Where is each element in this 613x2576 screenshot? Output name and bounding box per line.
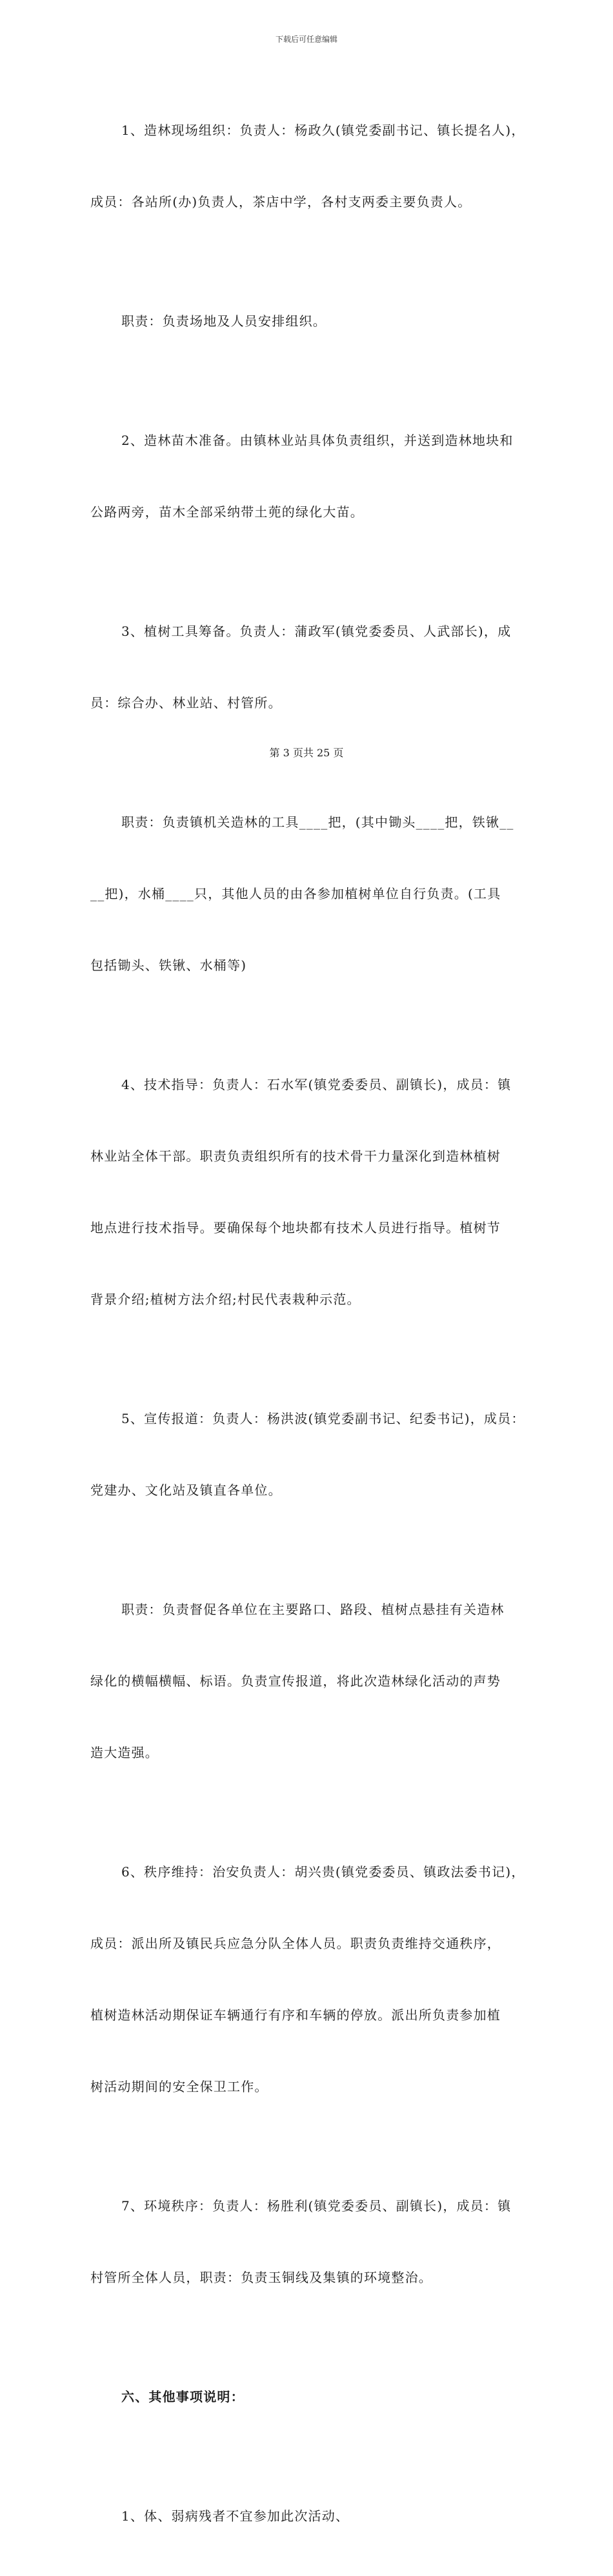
text-line: 6、秩序维持：治安负责人：胡兴贵(镇党委委员、镇政法委书记)， — [121, 1864, 525, 1880]
text-line: 党建办、文化站及镇直各单位。 — [90, 1482, 282, 1498]
text-line: 公路两旁，苗木全部采纳带土蔸的绿化大苗。 — [90, 504, 364, 520]
text-line: 职责：负责场地及人员安排组织。 — [121, 313, 327, 329]
text-line: 植树造林活动期保证车辆通行有序和车辆的停放。派出所负责参加植 — [90, 2007, 501, 2023]
paragraph-publicity — [90, 1359, 529, 1550]
text-line: 绿化的横幅横幅、标语。负责宣传报道，将此次造林绿化活动的声势 — [90, 1673, 501, 1689]
paragraph-site-organization — [90, 71, 529, 262]
text-line: 林业站全体干部。职责负责组织所有的技术骨干力量深化到造林植树 — [90, 1148, 501, 1164]
page-number-footer: 第 3 页共 25 页 — [269, 747, 344, 759]
text-line: 包括锄头、铁锹、水桶等) — [90, 958, 247, 973]
paragraph-duty-site — [90, 262, 529, 381]
paragraph-environment-order — [90, 2147, 529, 2337]
text-line: 成员：派出所及镇民兵应急分队全体人员。职责负责维持交通秩序， — [90, 1936, 501, 1951]
paragraph-duty-publicity — [90, 1550, 529, 1813]
text-line: 村管所全体人员，职责：负责玉铜线及集镇的环境整治。 — [90, 2270, 432, 2285]
text-line: 5、宣传报道：负责人：杨洪波(镇党委副书记、纪委书记)，成员： — [121, 1411, 525, 1426]
section-heading-other-matters — [90, 2337, 529, 2457]
text-line: 职责：负责镇机关造林的工具____把，(其中锄头____把，铁锹__ — [121, 814, 514, 830]
text-line: 造大造强。 — [90, 1745, 159, 1760]
section-heading-text: 六、其他事项说明： — [121, 2389, 245, 2404]
text-line: 成员：各站所(办)负责人，茶店中学，各村支两委主要负责人。 — [90, 194, 472, 210]
text-line: 4、技术指导：负责人：石水军(镇党委委员、副镇长)，成员：镇 — [121, 1077, 512, 1092]
paragraph-item-1 — [90, 2457, 529, 2576]
text-line: 3、植树工具筹备。负责人：蒲政军(镇党委委员、人武部长)，成 — [121, 624, 512, 639]
paragraph-tool-preparation — [90, 572, 529, 763]
paragraph-seedling-preparation — [90, 381, 529, 572]
text-line: 7、环境秩序：负责人：杨胜利(镇党委委员、副镇长)，成员：镇 — [121, 2198, 512, 2214]
text-line: 背景介绍;植树方法介绍;村民代表栽种示范。 — [90, 1292, 361, 1307]
text-line: 地点进行技术指导。要确保每个地块都有技术人员进行指导。植树节 — [90, 1220, 501, 1235]
paragraph-duty-tools — [90, 763, 529, 1025]
text-line: 树活动期间的安全保卫工作。 — [90, 2079, 268, 2094]
paragraph-order-maintenance — [90, 1813, 529, 2147]
text-line: 2、造林苗木准备。由镇林业站具体负责组织，并送到造林地块和 — [121, 433, 514, 448]
document-body — [90, 71, 529, 2576]
text-line: 1、体、弱病残者不宜参加此次活动、 — [121, 2508, 350, 2524]
paragraph-technical-guidance — [90, 1025, 529, 1359]
text-line: 1、造林现场组织：负责人：杨政久(镇党委副书记、镇长提名人)， — [121, 123, 525, 138]
text-line: 员：综合办、林业站、村管所。 — [90, 695, 282, 711]
page-header: 下载后可任意编辑 — [275, 35, 337, 44]
text-line: __把)，水桶____只，其他人员的由各参加植树单位自行负责。(工具 — [90, 886, 501, 901]
text-line: 职责：负责督促各单位在主要路口、路段、植树点悬挂有关造林 — [121, 1602, 505, 1617]
